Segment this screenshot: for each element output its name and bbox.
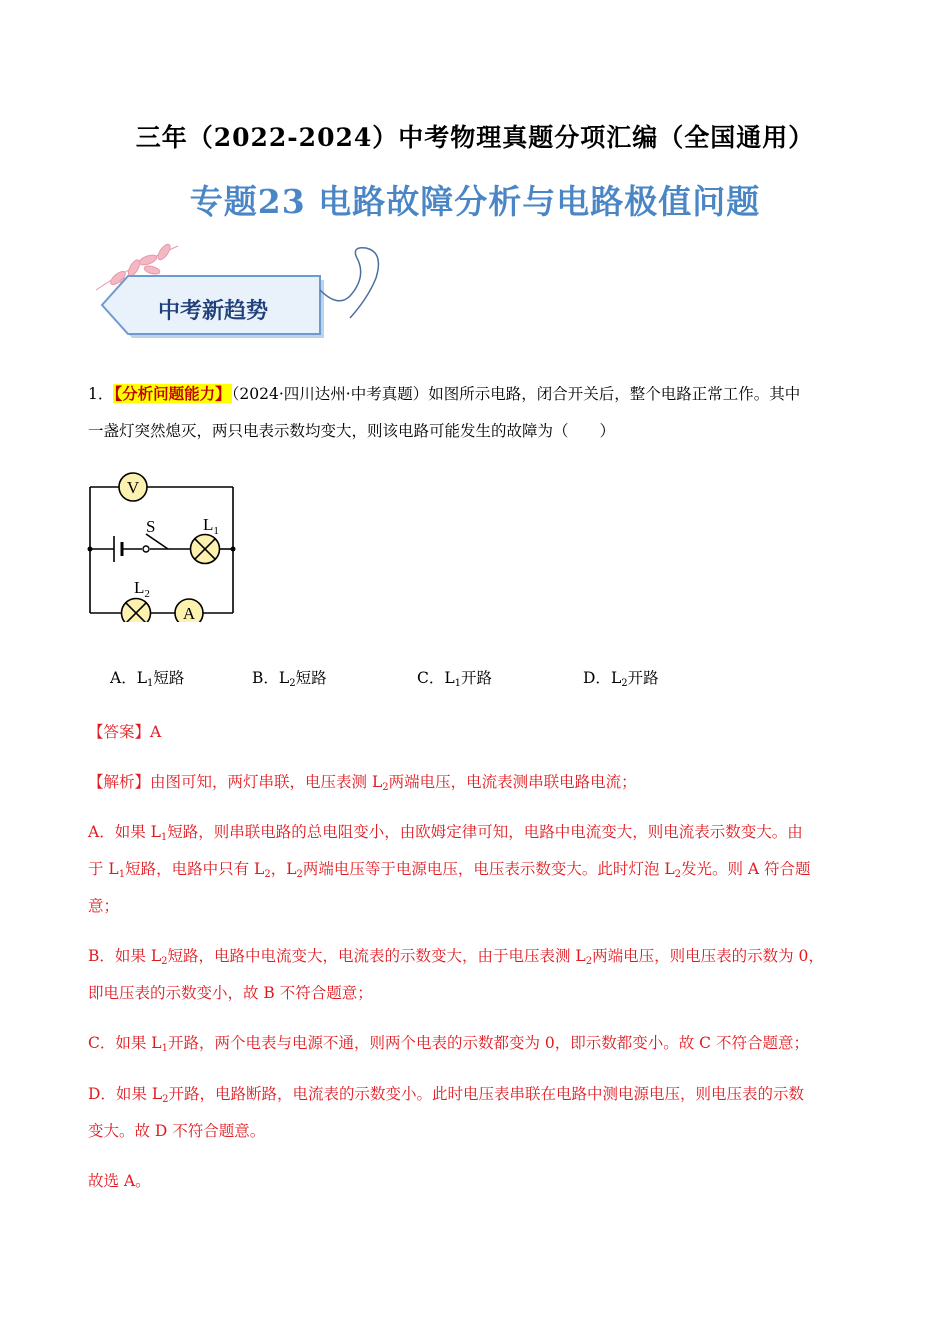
switch-label: S (146, 517, 156, 536)
string-decoration-icon (320, 248, 378, 318)
switch-blade-icon (146, 534, 168, 549)
lamp-l2-icon (122, 599, 151, 623)
ammeter-label: A (182, 604, 196, 622)
circuit-diagram (86, 472, 238, 622)
lamp-l1-label: $L_1$ (203, 515, 219, 537)
option-d[interactable]: D．$L_2$开路 (583, 669, 659, 689)
analysis-a-line3: 意； (88, 897, 120, 915)
analysis-b-line1: B．如果 $L_2$短路，电路中电流变大，电流表的示数变大，由于电压表测 $L_2$两端电压，则电压表的示数为 0， (88, 947, 824, 967)
badge-label: 中考新趋势 (157, 299, 269, 324)
lamp-l2-label: $L_2$ (134, 578, 150, 600)
voltmeter-label: V (126, 478, 140, 497)
battery-icon (114, 536, 122, 562)
answer: 【答案】A (88, 723, 162, 741)
analysis-intro: 【解析】由图可知，两灯串联，电压表测 $L_2$两端电压，电流表测串联电路电流； (88, 773, 637, 793)
topic-title: 专题23 电路故障分析与电路极值问题 (189, 182, 761, 221)
analysis-conclusion: 故选 A。 (88, 1172, 151, 1190)
analysis-d-line2: 变大。故 D 不符合题意。 (88, 1122, 266, 1140)
switch-contact-icon (143, 546, 149, 552)
analysis-a-line2: 于 $L_1$短路，电路中只有 $L_2$，$L_2$两端电压等于电源电压，电压表示数变大。此时灯泡 $L_2$发光。则 A 符合题 (88, 860, 811, 880)
junction-dot-icon (88, 547, 93, 552)
option-b[interactable]: B．$L_2$短路 (252, 669, 327, 689)
option-a[interactable]: A．$L_1$短路 (110, 669, 185, 689)
analysis-b-line2: 即电压表的示数变小，故 B 不符合题意； (88, 984, 373, 1002)
analysis-d-line1: D．如果 $L_2$开路，电路断路，电流表的示数变小。此时电压表串联在电路中测电源电压，则电压表的示数 (88, 1085, 805, 1105)
question-stem-line2: 一盏灯突然熄灭，两只电表示数均变大，则该电路可能发生的故障为（ ） (88, 422, 616, 440)
junction-dot-icon (231, 547, 236, 552)
question-number: 1． (88, 385, 114, 403)
answer-value: A (150, 723, 162, 741)
ammeter-icon (175, 599, 203, 622)
question-stem-line1 (88, 384, 800, 404)
document-title: 三年（2022-2024）中考物理真题分项汇编（全国通用） (135, 123, 815, 152)
trend-badge (88, 238, 388, 348)
option-c[interactable]: C．$L_1$开路 (417, 669, 493, 689)
analysis-c-line1: C．如果 $L_1$开路，两个电表与电源不通，则两个电表的示数都变为 0，即示数都变小。故 C 不符合题意； (88, 1034, 809, 1054)
analysis-a-line1: A．如果 $L_1$短路，则串联电路的总电阻变小，由欧姆定律可知，电路中电流变大，则电流表示数变大。由 (88, 823, 803, 843)
voltmeter-icon (119, 473, 147, 501)
question-text-1: （2024·四川达州·中考真题）如图所示电路，闭合开关后，整个电路正常工作。其中 (231, 385, 801, 403)
ability-tag: 【分析问题能力】 (114, 384, 231, 403)
lamp-l1-icon (191, 535, 220, 564)
